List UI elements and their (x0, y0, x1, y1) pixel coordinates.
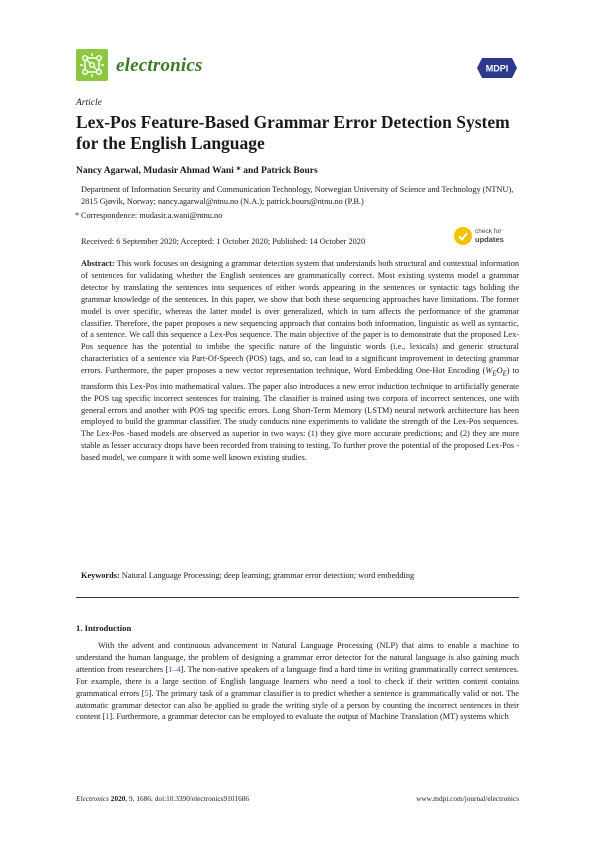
keywords (81, 570, 521, 582)
intro-text-1: With the advent and continuous advancement in Natural Language Processing (NLP) that aims to enable a machine to understand the human language, the problem of designing a grammar error detector for the natural language is also gaining much attention from researchers [ (76, 641, 519, 674)
abstract-label: Abstract: (81, 259, 115, 268)
math-o: O (496, 366, 503, 376)
intro-text-4: ]. Furthermore, a grammar detector can be employed to evaluate the output of Machine Translation (MT) systems which (109, 712, 509, 722)
footer-year: 2020 (110, 794, 126, 803)
math-sub-e2: E (502, 370, 507, 378)
citation-link[interactable]: 5 (144, 688, 149, 698)
affiliation-text: Department of Information Security and Communication Technology, Norwegian University of Science and Technology (NTNU), 2815 Gjøvik, Norway; nancy.agarwal@ntnu.no (N.A.); patrick.bours@ntnu.no (P.B.) (81, 185, 514, 206)
check-for-updates-badge[interactable] (454, 227, 524, 247)
check-updates-line1: check for (475, 228, 502, 235)
intro-text-3: ]. The primary task of a grammar classifier is to predict whether a sentence is grammatically valid or not. The automatic grammar detector can also be applied to grade the writing style of a person by counting the incorrect sentences in their content [ (76, 688, 519, 722)
check-updates-line2: updates (475, 235, 504, 244)
divider (76, 597, 519, 598)
citation-link[interactable]: 1 (105, 712, 110, 722)
introduction-paragraph (76, 640, 519, 723)
article-type: Article (76, 98, 102, 108)
correspondence-text[interactable]: Correspondence: mudasir.a.wani@ntnu.no (81, 211, 223, 220)
mdpi-logo-icon (476, 57, 518, 84)
section-heading: 1. Introduction (76, 623, 132, 633)
article-title: Lex-Pos Feature-Based Grammar Error Detection System for the English Language (76, 112, 510, 153)
check-updates-icon (454, 227, 472, 245)
footer-citation (76, 794, 249, 803)
keywords-text: Natural Language Processing; deep learning; grammar error detection; word embedding (121, 571, 415, 580)
journal-name: electronics (116, 55, 203, 76)
abstract-text-part2: ) to transform this Lex-Pos into mathematical values. The paper also introduces a new error induction technique to artificially generate the POS tag specific incorrect sentences for training. The classifier is trained using two corpora of incorrect sentences, one with general errors and another with POS tag specific errors. Long Short-Term Memory (LSTM) neural network architecture has been employed to build the grammar classifier. The study conducts nine experiments to validate the strength of the Lex-Pos sequences. The Lex-Pos -based models are observed as superior in two ways: (1) they give more accurate predictions; and (2) they are more stable as lesser accuracy drops have been recorded from training to testing. To further prove the potential of the proposed Lex-Pos -based model, we compare it with some well known existing studies. (81, 366, 519, 463)
footer-doi: , 9, 1686; doi:10.3390/electronics9101686 (125, 794, 250, 803)
correspondence-marker: * (75, 211, 80, 220)
publication-dates: Received: 6 September 2020; Accepted: 1 October 2020; Published: 14 October 2020 (81, 237, 366, 246)
affiliation (81, 184, 521, 207)
mdpi-logo-text: MDPI (485, 63, 509, 74)
footer-journal: Electronics (76, 794, 109, 803)
math-w: W (485, 366, 493, 376)
footer-url[interactable]: www.mdpi.com/journal/electronics (416, 794, 519, 803)
abstract-text-part1: This work focuses on designing a grammar detection system that understands both structural and contextual information of sentences for validating whether the English sentences are grammatically correct. Most existing systems model a grammar detector by translating the sentences into sequences of either words appearing in the sentences or syntactic tags holding the grammar knowledge of the sentences. In this paper, we show that both these sequencing approaches have limitations. The former model is over specific, whereas the latter model is over generalized, which in turn affects the performance of the grammar classifier. Therefore, the paper proposes a new sequencing approach that contains both information, linguistic as well as syntactic, of a sentence. We call this sequence a Lex-Pos sequence. The main objective of the paper is to demonstrate that the proposed Lex-Pos sequence has the potential to imbibe the specific nature of the linguistic words (i.e., lexicals) and generic structural characteristics of a sentence via Part-Of-Speech (POS) tags, and so, can lead to a significant improvement in detecting grammar errors. Furthermore, the paper proposes a new vector representation technique, Word Embedding One-Hot Encoding ( (81, 259, 519, 376)
intro-text-2: ]. The non-native speakers of a language find a hard time in writing grammatically correct sentences. For example, there is a large section of English language learners who need a tool to check if their written content contains grammatical errors [ (76, 664, 519, 698)
author-list: Nancy Agarwal, Mudasir Ahmad Wani * and Patrick Bours (76, 166, 318, 176)
journal-logo-icon (76, 49, 108, 81)
abstract (81, 258, 519, 464)
keywords-label: Keywords: (81, 571, 120, 580)
correspondence (75, 211, 223, 220)
citation-link[interactable]: 1–4 (168, 664, 181, 674)
math-sub-e1: E (492, 370, 497, 378)
